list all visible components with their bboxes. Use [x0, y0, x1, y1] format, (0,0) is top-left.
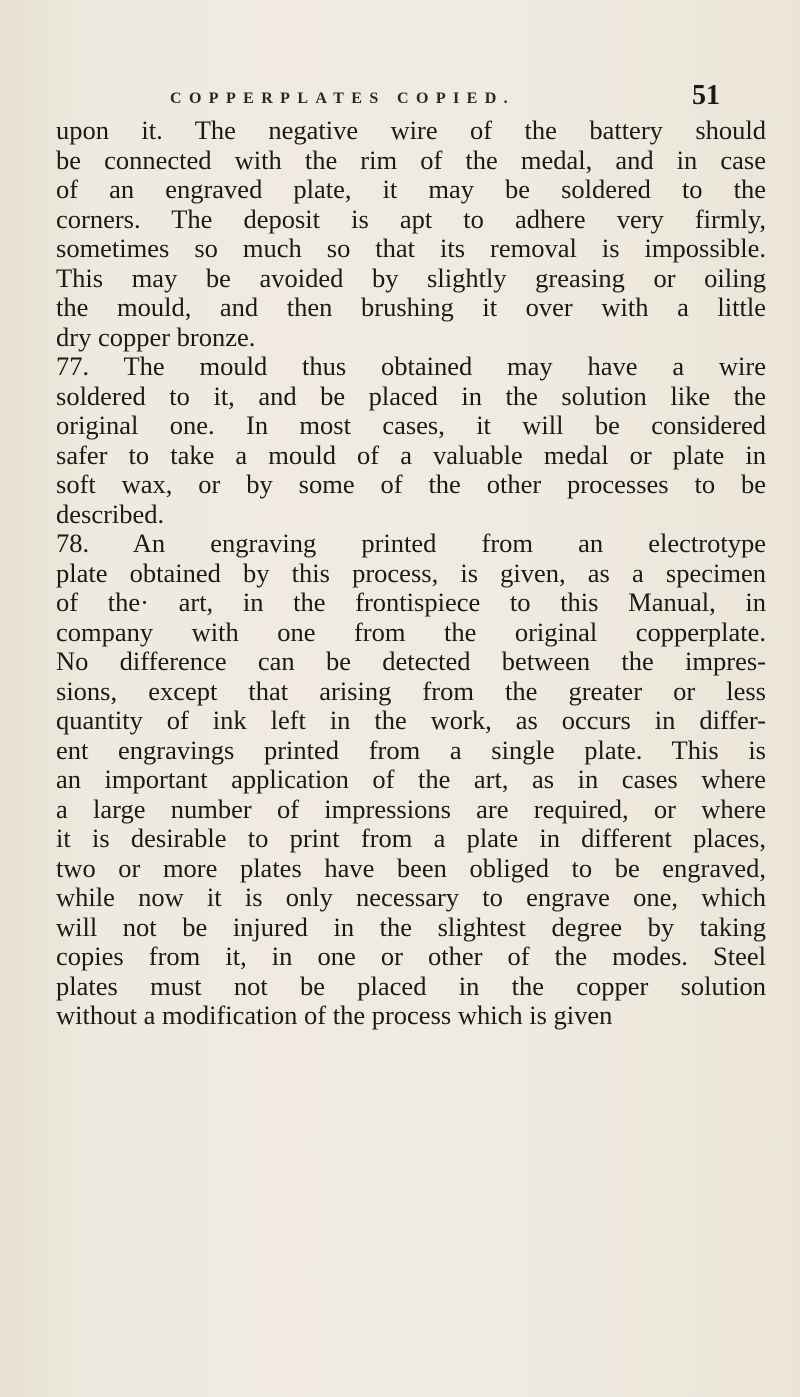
text-line: two or more plates have been obliged to be engraved, [56, 852, 766, 883]
text-line: soldered to it, and be placed in the solution like the [56, 380, 766, 411]
text-line: plates must not be placed in the copper solution [56, 970, 766, 1001]
text-line: will not be injured in the slightest degree by taking [56, 911, 766, 942]
text-line: without a modification of the process which is given [56, 1000, 613, 1030]
text-line: of the· art, in the frontispiece to this Manual, in [56, 587, 766, 617]
text-line: 78. An engraving printed from an electrotype [56, 528, 766, 558]
text-line: upon it. The negative wire of the battery should [56, 115, 766, 145]
text-line: This may be avoided by slightly greasing or oiling [56, 262, 766, 293]
text-line: company with one from the original copperplate. [56, 616, 766, 647]
text-line: be connected with the rim of the medal, and in case [56, 144, 766, 175]
text-line: an important application of the art, as in cases where [56, 764, 766, 794]
text-line: safer to take a mould of a valuable medal or plate in [56, 439, 766, 470]
text-line: sions, except that arising from the greater or less [56, 675, 766, 706]
text-line: soft wax, or by some of the other processes to be [56, 469, 766, 499]
text-line: a large number of impressions are required, or where [56, 793, 766, 824]
text-line: quantity of ink left in the work, as occurs in differ- [56, 705, 766, 735]
text-line: No difference can be detected between the impres- [56, 646, 766, 676]
text-line: corners. The deposit is apt to adhere very firmly, [56, 203, 766, 234]
text-line: 77. The mould thus obtained may have a wire [56, 351, 766, 381]
text-line: copies from it, in one or other of the modes. Steel [56, 941, 766, 971]
text-line: original one. In most cases, it will be considered [56, 410, 766, 440]
text-line: it is desirable to print from a plate in different places, [56, 823, 766, 853]
text-line: the mould, and then brushing it over with a little [56, 292, 766, 322]
text-line: plate obtained by this process, is given, as a specimen [56, 557, 766, 588]
text-line: sometimes so much so that its removal is impossible. [56, 233, 766, 263]
body-text [56, 116, 766, 1031]
text-line: described. [56, 498, 165, 529]
text-line: dry copper bronze. [56, 321, 256, 352]
page-header [0, 80, 800, 120]
text-line: ent engravings printed from a single plate. This is [56, 734, 766, 765]
text-line: while now it is only necessary to engrave one, which [56, 882, 766, 912]
page-number: 51 [692, 80, 720, 111]
text-line: of an engraved plate, it may be soldered to the [56, 174, 766, 204]
running-head: COPPERPLATES COPIED. [170, 90, 516, 107]
